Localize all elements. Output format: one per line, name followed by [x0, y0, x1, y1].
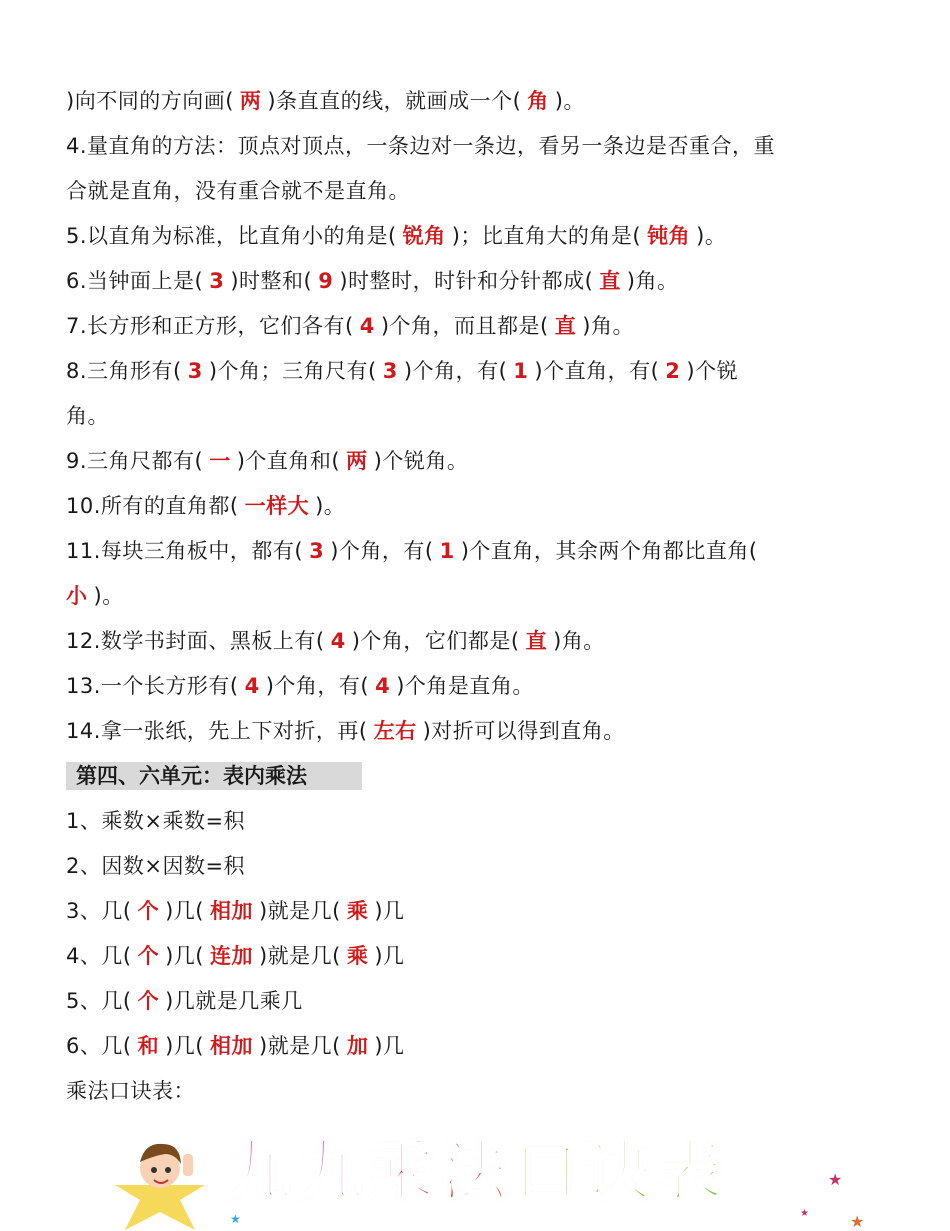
- text-line: 12.数学书封面、黑板上有( 4 )个角，它们都是( 直 )角。: [66, 629, 605, 653]
- text-line: )向不同的方向画( 两 )条直直的线，就画成一个( 角 )。: [66, 89, 585, 113]
- text-line: 13.一个长方形有( 4 )个角，有( 4 )个角是直角。: [66, 674, 534, 698]
- text-line: 9.三角尺都有( 一 )个直角和( 两 )个锐角。: [66, 449, 469, 473]
- text-line: 3、几( 个 )几( 相加 )就是几( 乘 )几: [66, 899, 405, 923]
- star-icon: ★: [800, 1208, 809, 1219]
- star-icon: ★: [850, 1212, 865, 1231]
- text-line: 5.以直角为标准，比直角小的角是( 锐角 )；比直角大的角是( 钝角 )。: [66, 224, 727, 248]
- text-line: 8.三角形有( 3 )个角；三角尺有( 3 )个角，有( 1 )个直角，有( 2 )个锐: [66, 359, 739, 383]
- text-line: 7.长方形和正方形，它们各有( 4 )个角，而且都是( 直 )角。: [66, 314, 634, 338]
- text-line: 14.拿一张纸，先上下对折，再( 左右 )对折可以得到直角。: [66, 719, 625, 743]
- text-line: 合就是直角，没有重合就不是直角。: [66, 179, 410, 203]
- section-heading: 第四、六单元：表内乘法: [66, 762, 362, 790]
- text-line: 4、几( 个 )几( 连加 )就是几( 乘 )几: [66, 944, 405, 968]
- multiplication-table-banner: 九九乘法口诀表: [225, 1133, 729, 1210]
- text-line: 4.量直角的方法：顶点对顶点，一条边对一条边，看另一条边是否重合，重: [66, 134, 776, 158]
- text-line: 6、几( 和 )几( 相加 )就是几( 加 )几: [66, 1034, 405, 1058]
- child-illustration-icon: [105, 1130, 215, 1230]
- text-line: 10.所有的直角都( 一样大 )。: [66, 494, 346, 518]
- star-icon: ★: [828, 1170, 843, 1189]
- star-icon: ★: [230, 1212, 241, 1226]
- text-line: 2、因数×因数=积: [66, 854, 246, 878]
- text-line: 小 )。: [66, 584, 124, 608]
- text-line: 11.每块三角板中，都有( 3 )个角，有( 1 )个直角，其余两个角都比直角(: [66, 539, 758, 563]
- text-line: 1、乘数×乘数=积: [66, 809, 246, 833]
- text-line: 角。: [66, 404, 109, 428]
- text-line: 6.当钟面上是( 3 )时整和( 9 )时整时，时针和分针都成( 直 )角。: [66, 269, 679, 293]
- text-line: 5、几( 个 )几就是几乘几: [66, 989, 303, 1013]
- table-label: 乘法口诀表：: [66, 1079, 195, 1103]
